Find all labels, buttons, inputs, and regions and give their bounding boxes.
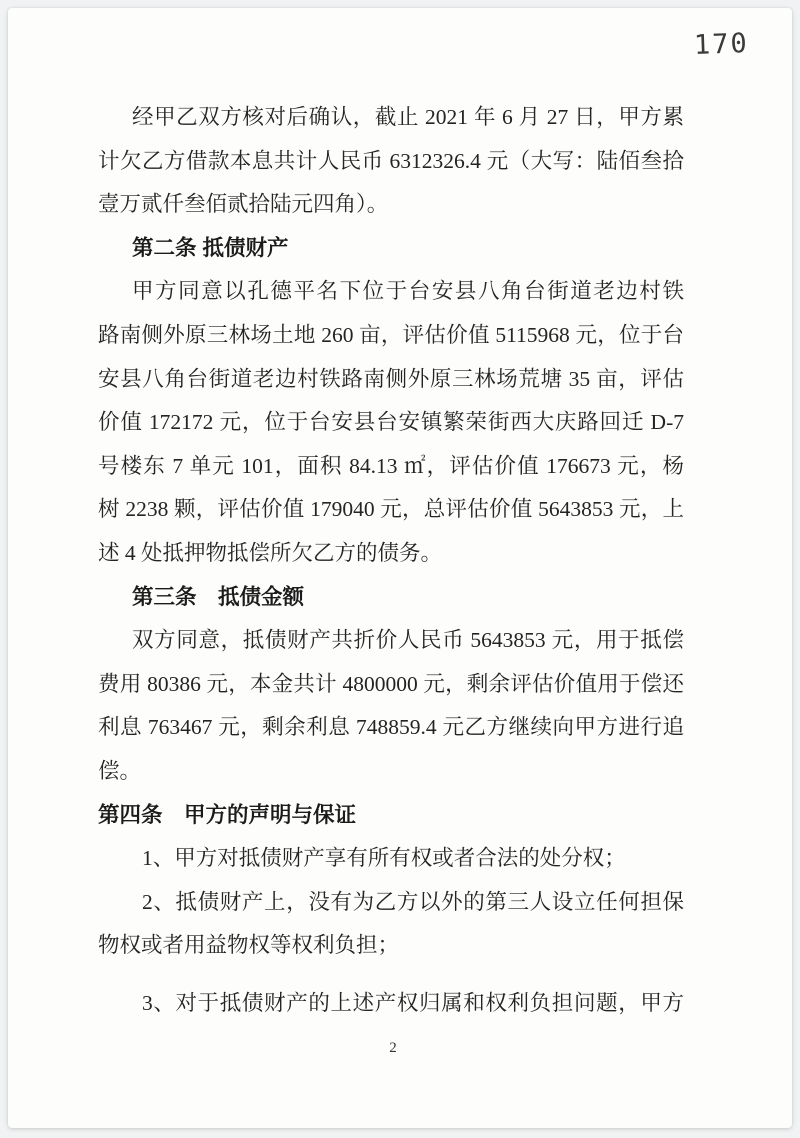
text-line: 双方同意，抵债财产共折价人民币 5643853 元，用于抵偿 — [132, 628, 684, 653]
text-line: 偿。 — [98, 758, 142, 783]
text-line: 述 4 处抵押物抵偿所欠乙方的债务。 — [98, 540, 443, 565]
text-line: 物权或者用益物权等权利负担； — [98, 933, 400, 958]
list-item-3: 3、对于抵债财产的上述产权归属和权利负担问题，甲方 — [142, 990, 684, 1015]
text-line: 安县八角台街道老边村铁路南侧外原三林场荒塘 35 亩，评估 — [98, 366, 684, 391]
archive-stamp-number: 170 — [693, 28, 750, 61]
article-2-heading: 第二条 抵债财产 — [132, 235, 289, 260]
text-line: 利息 763467 元，剩余利息 748859.4 元乙方继续向甲方进行追 — [98, 715, 684, 740]
article-4-heading: 第四条 甲方的声明与保证 — [98, 802, 357, 827]
text-line: 计欠乙方借款本息共计人民币 6312326.4 元（大写：陆佰叁拾 — [98, 148, 684, 173]
text-line: 甲方同意以孔德平名下位于台安县八角台街道老边村铁 — [132, 279, 684, 304]
text-line: 经甲乙双方核对后确认，截止 2021 年 6 月 27 日，甲方累 — [132, 105, 684, 129]
list-item-1: 1、甲方对抵债财产享有所有权或者合法的处分权； — [142, 846, 626, 871]
page-number: 2 — [389, 1040, 397, 1056]
text-line: 号楼东 7 单元 101，面积 84.13 ㎡，评估价值 176673 元，杨 — [98, 453, 684, 478]
text-line: 壹万贰仟叁佰贰拾陆元四角）。 — [98, 192, 389, 217]
document-content — [98, 96, 684, 1025]
text-line: 费用 80386 元，本金共计 4800000 元，剩余评估价值用于偿还 — [98, 671, 684, 696]
document-page — [8, 8, 792, 1128]
text-line: 树 2238 颗，评估价值 179040 元，总评估价值 5643853 元，上 — [98, 497, 684, 522]
text-line: 价值 172172 元，位于台安县台安镇繁荣街西大庆路回迁 D-7 — [98, 410, 684, 435]
text-line: 路南侧外原三林场土地 260 亩，评估价值 5115968 元，位于台 — [98, 322, 684, 347]
list-item-2: 2、抵债财产上，没有为乙方以外的第三人设立任何担保 — [142, 889, 684, 914]
article-3-heading: 第三条 抵债金额 — [132, 584, 305, 609]
